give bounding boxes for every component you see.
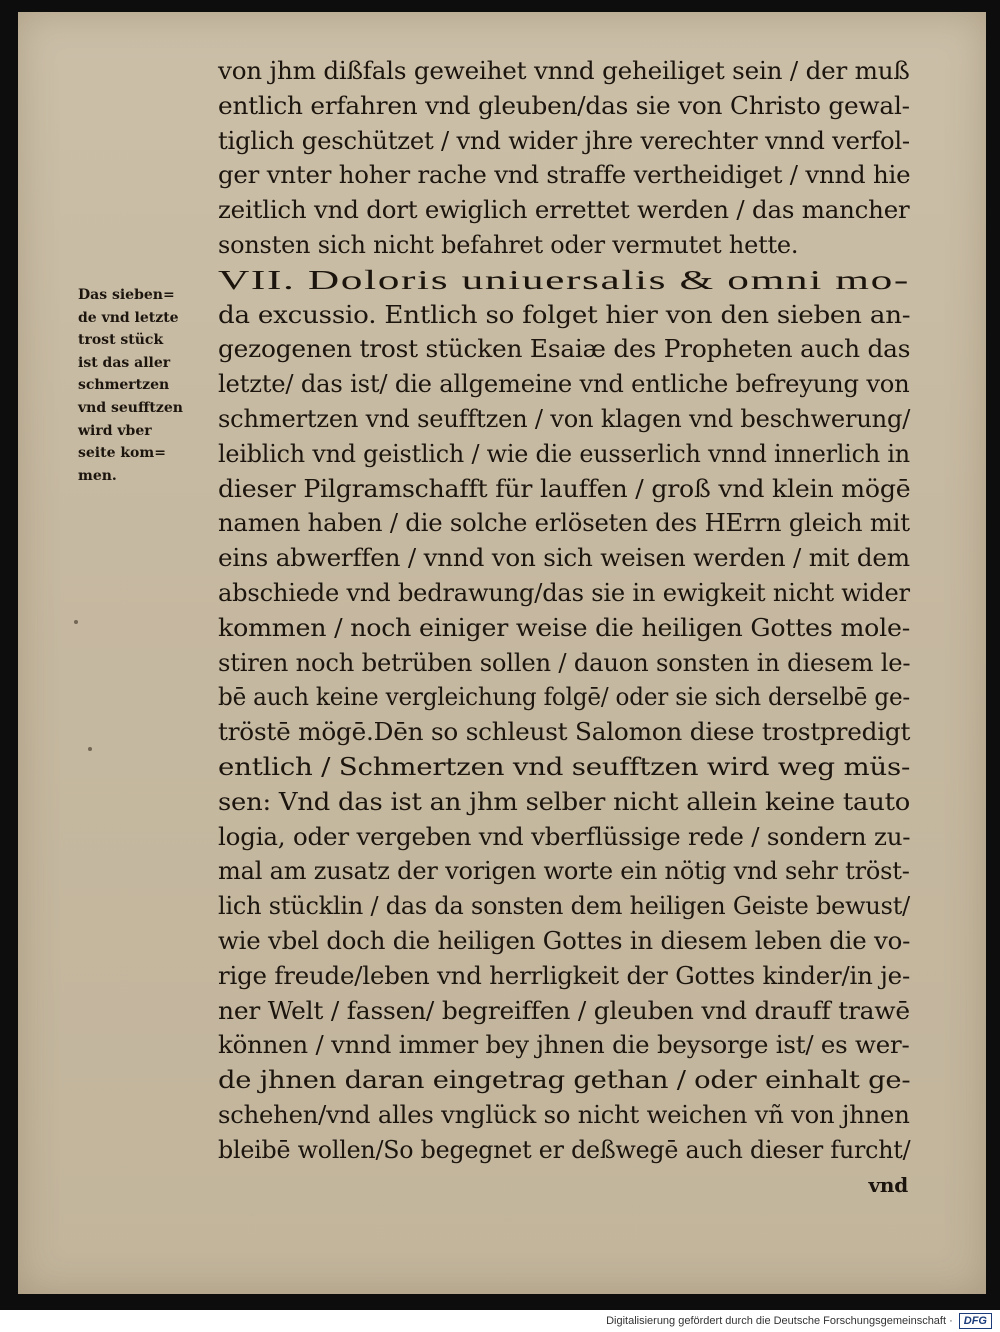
catchword: vnd [868, 1172, 908, 1197]
text-line: eins abwerffen / vnnd von sich weisen werden / mit dem [218, 544, 910, 573]
funding-credit: Digitalisierung gefördert durch die Deutsche Forschungsgemeinschaft · [606, 1315, 953, 1327]
margin-line: men. [78, 467, 117, 484]
text-line: gezogenen trost stücken Esaiæ des Propheten auch das [218, 335, 911, 364]
text-line: rige freude/leben vnd herrligkeit der Gottes kinder/in je- [218, 961, 911, 990]
ink-speck [74, 620, 78, 624]
main-text-block [218, 54, 918, 1202]
margin-line: wird vber [78, 422, 152, 439]
text-line: de jhnen daran eingetrag gethan / oder einhalt ge- [218, 1066, 911, 1095]
text-line: ger vnter hoher rache vnd straffe vertheidiget / vnnd hie [218, 161, 911, 190]
margin-line: seite kom= [78, 445, 166, 462]
margin-line: ist das aller [78, 354, 171, 371]
dfg-logo[interactable]: DFG [959, 1313, 992, 1329]
text-line: tiglich geschützet / vnd wider jhre verechter vnnd verfol- [218, 126, 910, 155]
text-line: entlich / Schmertzen vnd seufftzen wird weg müs- [218, 752, 911, 781]
text-line: kommen / noch einiger weise die heiligen Gottes mole- [218, 613, 911, 642]
text-line: von jhm dißfals geweihet vnnd geheiliget sein / der muß [218, 57, 910, 85]
text-line: da excussio. Entlich so folget hier von den sieben an- [218, 300, 911, 329]
text-line: bē auch keine vergleichung folgē/ oder sie sich derselbē ge- [218, 683, 911, 712]
text-line: dieser Pilgramschafft für lauffen / groß vnd klein mögē [218, 474, 911, 503]
book-page [18, 12, 986, 1294]
text-line: schehen/vnd alles vnglück so nicht weichen vñ von jhnen [218, 1100, 910, 1129]
digitization-footer [0, 1310, 1000, 1332]
ink-speck [88, 747, 92, 751]
margin-line: de vnd letzte [78, 309, 179, 326]
text-line: leiblich vnd geistlich / wie die eusserlich vnnd innerlich in [218, 439, 910, 468]
margin-line: trost stück [78, 332, 164, 349]
text-line: tröstē mögē.Dēn so schleust Salomon diese trostpredigt [218, 718, 911, 747]
margin-line: Das sieben= [78, 287, 175, 303]
text-line: können / vnnd immer bey jhnen die beysorge ist/ es wer- [218, 1031, 910, 1060]
marginal-note [78, 284, 218, 487]
text-line: lich stücklin / das da sonsten dem heiligen Geiste bewust/ [218, 892, 910, 921]
text-line: wie vbel doch die heiligen Gottes in diesem leben die vo- [218, 926, 911, 955]
text-line: entlich erfahren vnd gleuben/das sie von Christo gewal- [218, 91, 910, 120]
margin-line: schmertzen [78, 377, 170, 394]
text-line: ner Welt / fassen/ begreiffen / gleuben vnd drauff trawē [218, 996, 910, 1025]
text-line: schmertzen vnd seufftzen / von klagen vnd beschwerung/ [218, 404, 911, 433]
text-line: logia, oder vergeben vnd vberflüssige rede / sondern zu- [218, 822, 911, 851]
text-line: bleibē wollen/So begegnet er deßwegē auch dieser furcht/ [218, 1135, 911, 1164]
text-line: abschiede vnd bedrawung/das sie in ewigkeit nicht wider [218, 578, 910, 607]
margin-line: vnd seufftzen [78, 399, 183, 416]
text-line: stiren noch betrüben sollen / dauon sonsten in diesem le- [218, 648, 911, 677]
text-line: namen haben / die solche erlöseten des HErrn gleich mit [218, 509, 910, 538]
text-line: sen: Vnd das ist an jhm selber nicht allein keine tauto [218, 787, 911, 816]
text-line: zeitlich vnd dort ewiglich errettet werden / das mancher [218, 196, 910, 225]
text-line: mal am zusatz der vorigen worte ein nötig vnd sehr tröst- [218, 857, 910, 886]
text-line: letzte/ das ist/ die allgemeine vnd entliche befreyung von [218, 370, 910, 399]
section-heading-line: VII. Doloris uniuersalis & omni mo- [218, 264, 910, 295]
text-line: sonsten sich nicht befahret oder vermutet hette. [218, 230, 799, 259]
